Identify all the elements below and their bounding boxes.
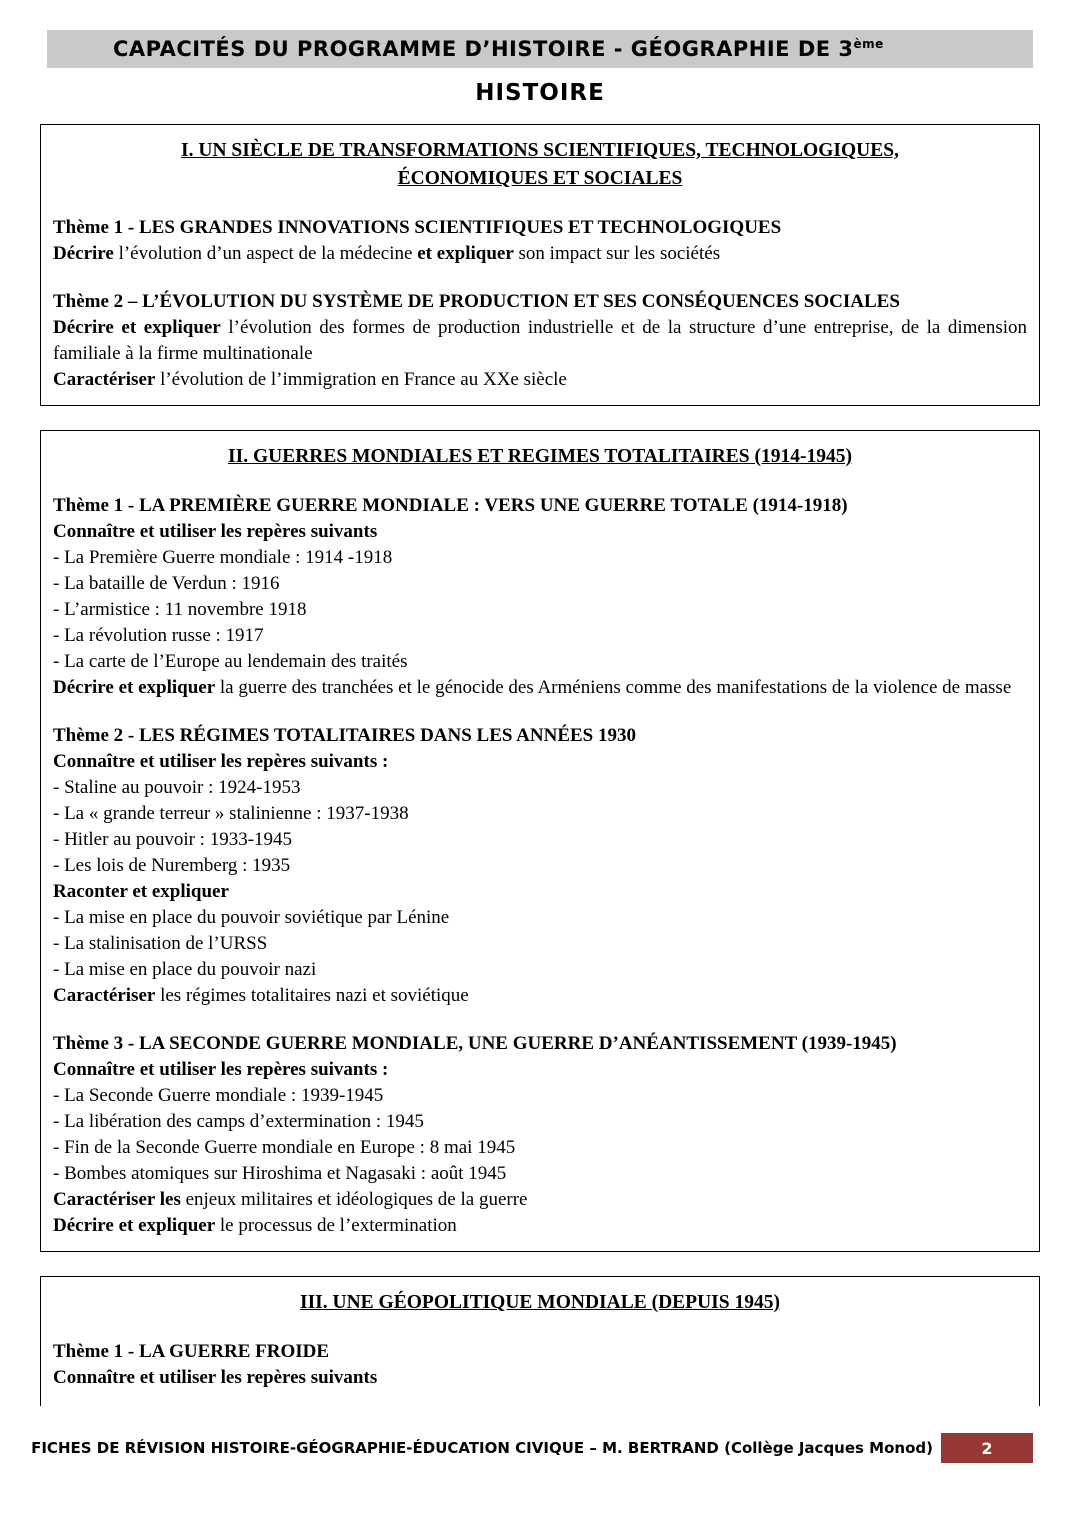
text-line bbox=[53, 931, 1027, 957]
spacer bbox=[53, 1317, 1027, 1339]
text-line bbox=[53, 545, 1027, 571]
text-segment: - Hitler au pouvoir : 1933-1945 bbox=[53, 829, 293, 850]
spacer bbox=[53, 701, 1027, 723]
text-line bbox=[53, 367, 1027, 393]
section-box bbox=[40, 1276, 1040, 1406]
text-segment-bold: Thème 1 - LES GRANDES INNOVATIONS SCIENTIFIQUES ET TECHNOLOGIQUES bbox=[53, 217, 782, 238]
page-number-badge: 2 bbox=[941, 1433, 1033, 1463]
text-line bbox=[53, 775, 1027, 801]
text-line bbox=[53, 1161, 1027, 1187]
text-segment: - La carte de l’Europe au lendemain des traités bbox=[53, 651, 408, 672]
text-segment-bold: Thème 2 - LES RÉGIMES TOTALITAIRES DANS LES ANNÉES 1930 bbox=[53, 725, 636, 746]
subject-title: HISTOIRE bbox=[475, 80, 605, 106]
text-line bbox=[53, 649, 1027, 675]
spacer bbox=[53, 267, 1027, 289]
text-segment-bold: Caractériser bbox=[53, 369, 156, 390]
text-segment-bold: Décrire et expliquer bbox=[53, 317, 221, 338]
page-footer bbox=[31, 1433, 1033, 1463]
text-segment: - La mise en place du pouvoir soviétique par Lénine bbox=[53, 907, 450, 928]
text-segment: - Fin de la Seconde Guerre mondiale en Europe : 8 mai 1945 bbox=[53, 1137, 516, 1158]
grade-superscript: ème bbox=[853, 37, 884, 51]
section-heading bbox=[53, 137, 1027, 193]
text-segment: - Staline au pouvoir : 1924-1953 bbox=[53, 777, 301, 798]
text-line bbox=[53, 215, 1027, 241]
text-line bbox=[53, 597, 1027, 623]
text-segment-bold: Connaître et utiliser les repères suivants bbox=[53, 521, 378, 542]
text-segment: le processus de l’extermination bbox=[215, 1215, 457, 1236]
section-box bbox=[40, 430, 1040, 1252]
text-line bbox=[53, 1365, 1027, 1391]
text-line bbox=[53, 879, 1027, 905]
text-segment: - La révolution russe : 1917 bbox=[53, 625, 264, 646]
text-segment: - La bataille de Verdun : 1916 bbox=[53, 573, 280, 594]
sections bbox=[0, 124, 1080, 1406]
text-line bbox=[53, 571, 1027, 597]
text-segment-bold: Thème 2 – L’ÉVOLUTION DU SYSTÈME DE PRODUCTION ET SES CONSÉQUENCES SOCIALES bbox=[53, 291, 900, 312]
text-segment: - La mise en place du pouvoir nazi bbox=[53, 959, 317, 980]
text-line bbox=[53, 493, 1027, 519]
document-header-bar bbox=[47, 30, 1033, 68]
document-title bbox=[113, 37, 884, 61]
text-segment: l’évolution de l’immigration en France au XXe siècle bbox=[155, 369, 567, 390]
section-heading-line: ÉCONOMIQUES ET SOCIALES bbox=[397, 168, 683, 189]
text-line bbox=[53, 723, 1027, 749]
text-line bbox=[53, 853, 1027, 879]
text-line bbox=[53, 1083, 1027, 1109]
text-line bbox=[53, 519, 1027, 545]
text-segment-bold: Connaître et utiliser les repères suivants bbox=[53, 1367, 378, 1388]
document-title-text: CAPACITÉS DU PROGRAMME D’HISTOIRE - GÉOGRAPHIE DE 3 bbox=[113, 37, 854, 61]
text-segment-bold: Thème 3 - LA SECONDE GUERRE MONDIALE, UNE GUERRE D’ANÉANTISSEMENT (1939-1945) bbox=[53, 1033, 897, 1054]
text-segment: l’évolution des formes de production industrielle et de la structure d’une entreprise, de la dimension familiale à la firme multinationale bbox=[53, 317, 1028, 364]
text-segment: la guerre des tranchées et le génocide des Arméniens comme des manifestations de la violence de masse bbox=[215, 677, 1012, 698]
text-segment-bold: Décrire et expliquer bbox=[53, 677, 216, 698]
text-line bbox=[53, 827, 1027, 853]
text-segment: - La Seconde Guerre mondiale : 1939-1945 bbox=[53, 1085, 384, 1106]
text-line bbox=[53, 1109, 1027, 1135]
text-line bbox=[53, 1031, 1027, 1057]
text-line bbox=[53, 289, 1027, 315]
text-line bbox=[53, 801, 1027, 827]
text-segment: - La Première Guerre mondiale : 1914 -1918 bbox=[53, 547, 393, 568]
text-segment: - L’armistice : 11 novembre 1918 bbox=[53, 599, 307, 620]
text-segment-bold: et expliquer bbox=[417, 243, 514, 264]
text-segment: - Bombes atomiques sur Hiroshima et Nagasaki : août 1945 bbox=[53, 1163, 507, 1184]
text-segment-bold: Caractériser les bbox=[53, 1189, 181, 1210]
text-line bbox=[53, 983, 1027, 1009]
text-line bbox=[53, 1057, 1027, 1083]
text-segment-bold: Connaître et utiliser les repères suivants : bbox=[53, 1059, 389, 1080]
spacer bbox=[53, 471, 1027, 493]
spacer bbox=[53, 193, 1027, 215]
section-heading bbox=[53, 443, 1027, 471]
text-line bbox=[53, 675, 1027, 701]
text-segment-bold: Thème 1 - LA GUERRE FROIDE bbox=[53, 1341, 330, 1362]
text-line bbox=[53, 241, 1027, 267]
text-line bbox=[53, 1339, 1027, 1365]
section-box bbox=[40, 124, 1040, 406]
text-segment: - La « grande terreur » stalinienne : 1937-1938 bbox=[53, 803, 409, 824]
section-heading-line: III. UNE GÉOPOLITIQUE MONDIALE (DEPUIS 1945) bbox=[300, 1292, 780, 1313]
text-segment-bold: Thème 1 - LA PREMIÈRE GUERRE MONDIALE : VERS UNE GUERRE TOTALE (1914-1918) bbox=[53, 495, 848, 516]
text-segment: les régimes totalitaires nazi et soviétique bbox=[155, 985, 469, 1006]
text-line bbox=[53, 1135, 1027, 1161]
text-segment: - La libération des camps d’extermination : 1945 bbox=[53, 1111, 424, 1132]
text-segment: l’évolution d’un aspect de la médecine bbox=[113, 243, 418, 264]
text-line bbox=[53, 749, 1027, 775]
text-segment-bold: Décrire bbox=[53, 243, 114, 264]
text-segment-bold: Décrire et expliquer bbox=[53, 1215, 216, 1236]
text-line bbox=[53, 623, 1027, 649]
footer-text: FICHES DE RÉVISION HISTOIRE-GÉOGRAPHIE-ÉDUCATION CIVIQUE – M. BERTRAND (Collège Jacques Monod) bbox=[31, 1439, 933, 1457]
text-segment: - Les lois de Nuremberg : 1935 bbox=[53, 855, 291, 876]
spacer bbox=[53, 1009, 1027, 1031]
text-line bbox=[53, 1213, 1027, 1239]
text-segment-bold: Caractériser bbox=[53, 985, 156, 1006]
text-segment: - La stalinisation de l’URSS bbox=[53, 933, 268, 954]
text-line bbox=[53, 905, 1027, 931]
section-heading-line: II. GUERRES MONDIALES ET REGIMES TOTALITAIRES (1914-1945) bbox=[228, 446, 852, 467]
text-line bbox=[53, 315, 1027, 367]
text-segment-bold: Connaître et utiliser les repères suivants : bbox=[53, 751, 389, 772]
text-line bbox=[53, 1187, 1027, 1213]
text-segment-bold: Raconter et expliquer bbox=[53, 881, 229, 902]
section-heading bbox=[53, 1289, 1027, 1317]
section-heading-line: I. UN SIÈCLE DE TRANSFORMATIONS SCIENTIFIQUES, TECHNOLOGIQUES, bbox=[181, 140, 899, 161]
text-segment: enjeux militaires et idéologiques de la guerre bbox=[180, 1189, 528, 1210]
text-line bbox=[53, 957, 1027, 983]
text-segment: son impact sur les sociétés bbox=[513, 243, 721, 264]
